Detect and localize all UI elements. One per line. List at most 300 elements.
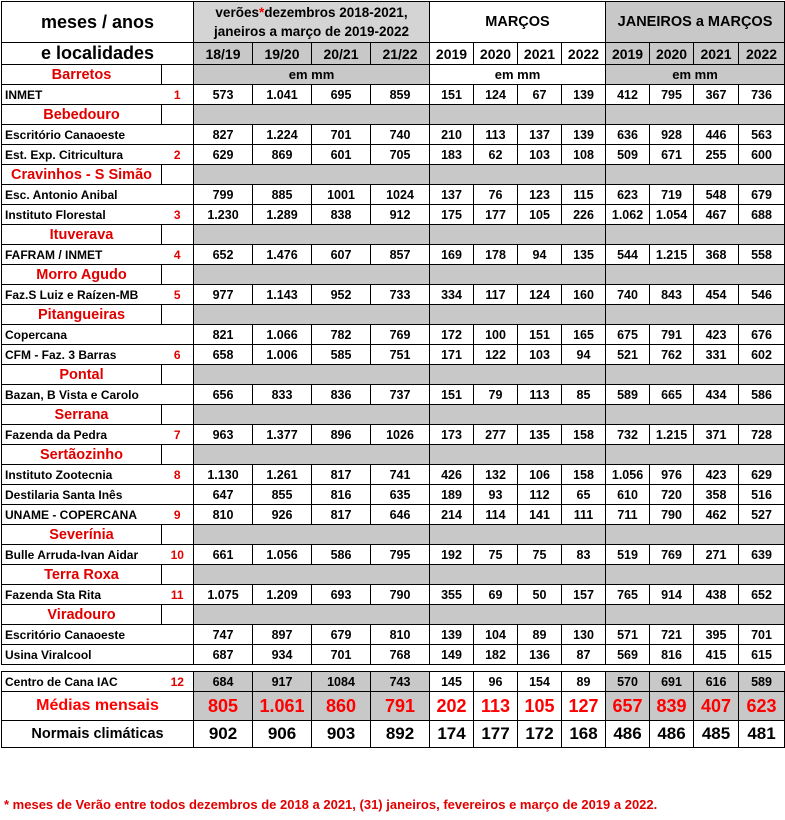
marcos-year-header: 2022 [562,43,606,65]
marcos-value: 175 [430,205,474,225]
header-title-line1: meses / anos [2,2,194,43]
jan-value: 615 [739,645,785,665]
summer-year-header: 18/19 [194,43,253,65]
city-row [2,65,785,85]
city-spacer [162,565,194,585]
gray-separator [430,165,606,185]
station-name: FAFRAM / INMET [2,245,162,265]
station-number: 10 [162,545,194,565]
marcos-value: 151 [430,385,474,405]
station-name: Bazan, B Vista e Carolo [2,385,162,405]
gray-separator [430,565,606,585]
jan-value: 600 [739,145,785,165]
medias-jan-value: 657 [606,692,650,721]
marcos-value: 158 [562,465,606,485]
station-number [162,125,194,145]
table-row [2,85,785,105]
gray-separator [606,365,785,385]
marcos-value: 137 [518,125,562,145]
gray-separator [430,225,606,245]
jan-value: 423 [694,465,739,485]
summer-value: 1.230 [194,205,253,225]
header-summer-title [194,2,430,43]
city-row [2,445,785,465]
station-number: 1 [162,85,194,105]
marcos-value: 113 [518,385,562,405]
marcos-value: 177 [474,205,518,225]
gray-separator [606,225,785,245]
city-spacer [162,265,194,285]
table-row [2,625,785,645]
summer-value: 1026 [371,425,430,445]
summer-value: 821 [194,325,253,345]
city-row [2,225,785,245]
city-row [2,525,785,545]
medias-marcos-value: 202 [430,692,474,721]
summer-value: 1.261 [253,465,312,485]
city-spacer [162,365,194,385]
gray-separator [430,105,606,125]
jan-value: 571 [606,625,650,645]
jan-value: 795 [650,85,694,105]
jan-value: 732 [606,425,650,445]
marcos-value: 136 [518,645,562,665]
summer-value: 1.476 [253,245,312,265]
station-number: 3 [162,205,194,225]
city-row [2,405,785,425]
station-name: Copercana [2,325,162,345]
summer-value: 687 [194,645,253,665]
spacer-row [2,665,785,672]
summer-value: 1.289 [253,205,312,225]
marcos-value: 114 [474,505,518,525]
gray-separator [194,525,430,545]
marcos-value: 151 [518,325,562,345]
marcos-value: 83 [562,545,606,565]
jan-value: 586 [739,385,785,405]
jan-value: 1.056 [606,465,650,485]
medias-jan-value: 623 [739,692,785,721]
summer-value: 646 [371,505,430,525]
station-name: Usina Viralcool [2,645,162,665]
marcos-value: 122 [474,345,518,365]
footnote-text: meses de Verão entre todos dezembros de 2018 a 2021, (31) janeiros, fevereiros e março de 2019 a 2022. [9,797,658,812]
gray-separator [194,305,430,325]
city-name: Barretos [2,65,162,85]
summer-value: 869 [253,145,312,165]
summer-value: 885 [253,185,312,205]
summer-value: 952 [312,285,371,305]
jan-value: 589 [739,672,785,692]
marcos-value: 111 [562,505,606,525]
summer-value: 817 [312,505,371,525]
gray-separator [606,405,785,425]
gray-separator [606,305,785,325]
jan-value: 446 [694,125,739,145]
jan-value: 1.215 [650,425,694,445]
marcos-value: 151 [430,85,474,105]
marcos-value: 93 [474,485,518,505]
marcos-value: 172 [430,325,474,345]
marcos-value: 165 [562,325,606,345]
marcos-value: 157 [562,585,606,605]
normais-jan-value: 481 [739,721,785,748]
summer-value: 586 [312,545,371,565]
city-row [2,365,785,385]
jan-value: 454 [694,285,739,305]
station-number: 7 [162,425,194,445]
jan-value: 791 [650,325,694,345]
summer-value: 684 [194,672,253,692]
marcos-value: 189 [430,485,474,505]
table-row [2,505,785,525]
normais-marcos-value: 174 [430,721,474,748]
gray-separator [430,525,606,545]
jan-value: 711 [606,505,650,525]
city-spacer [162,105,194,125]
footnote [4,797,657,812]
summer-value: 1.224 [253,125,312,145]
summer-value: 768 [371,645,430,665]
marcos-value: 62 [474,145,518,165]
station-name: Faz.S Luiz e Raízen-MB [2,285,162,305]
jan-value: 371 [694,425,739,445]
station-number: 4 [162,245,194,265]
city-spacer [162,525,194,545]
gray-separator [606,105,785,125]
jan-value: 629 [739,465,785,485]
jan-value: 665 [650,385,694,405]
jan-value: 255 [694,145,739,165]
marcos-value: 210 [430,125,474,145]
marcos-value: 183 [430,145,474,165]
station-name: Escritório Canaoeste [2,125,162,145]
summer-value: 769 [371,325,430,345]
summer-value: 1.143 [253,285,312,305]
table-row [2,485,785,505]
jan-value: 914 [650,585,694,605]
summer-value: 857 [371,245,430,265]
city-row [2,105,785,125]
jan-value: 728 [739,425,785,445]
summer-value: 695 [312,85,371,105]
marcos-value: 226 [562,205,606,225]
jan-value: 639 [739,545,785,565]
summer-value: 629 [194,145,253,165]
station-number: 6 [162,345,194,365]
marcos-value: 94 [562,345,606,365]
marcos-value: 104 [474,625,518,645]
marcos-value: 67 [518,85,562,105]
normais-summer-value: 903 [312,721,371,748]
summer-value: 585 [312,345,371,365]
city-name: Morro Agudo [2,265,162,285]
summer-value: 701 [312,125,371,145]
marcos-value: 87 [562,645,606,665]
summer-value: 1.377 [253,425,312,445]
summer-value: 817 [312,465,371,485]
jan-value: 395 [694,625,739,645]
city-name: Sertãozinho [2,445,162,465]
header-summer-dec: dezembros 2018-2021, [264,5,408,20]
station-name: Instituto Zootecnia [2,465,162,485]
table-row [2,425,785,445]
station-number: 9 [162,505,194,525]
marcos-value: 139 [562,85,606,105]
table-row [2,585,785,605]
jan-value: 438 [694,585,739,605]
marcos-value: 132 [474,465,518,485]
medias-summer-value: 860 [312,692,371,721]
city-spacer [162,65,194,85]
summer-value: 790 [371,585,430,605]
jan-value: 331 [694,345,739,365]
station-number: 2 [162,145,194,165]
jan-value: 516 [739,485,785,505]
jan-year-header: 2022 [739,43,785,65]
station-number [162,645,194,665]
summer-year-header: 20/21 [312,43,371,65]
summer-value: 855 [253,485,312,505]
jan-value: 843 [650,285,694,305]
marcos-value: 334 [430,285,474,305]
gray-separator [606,605,785,625]
marcos-value: 139 [562,125,606,145]
summer-value: 1084 [312,672,371,692]
summer-value: 1.056 [253,545,312,565]
jan-year-header: 2020 [650,43,694,65]
summer-value: 934 [253,645,312,665]
jan-value: 412 [606,85,650,105]
station-name: Esc. Antonio Anibal [2,185,162,205]
jan-value: 816 [650,645,694,665]
medias-summer-value: 1.061 [253,692,312,721]
gray-separator [194,165,430,185]
table-row [2,285,785,305]
jan-value: 569 [606,645,650,665]
marcos-value: 69 [474,585,518,605]
gray-separator [194,605,430,625]
gray-separator [430,305,606,325]
marcos-value: 105 [518,205,562,225]
marcos-value: 100 [474,325,518,345]
city-name: Cravinhos - S Simão [2,165,162,185]
city-spacer [162,405,194,425]
station-name: CFM - Faz. 3 Barras [2,345,162,365]
header-summer-verao: verões [215,5,259,20]
summer-value: 816 [312,485,371,505]
summer-value: 859 [371,85,430,105]
marcos-value: 79 [474,385,518,405]
station-name: Fazenda Sta Rita [2,585,162,605]
jan-value: 688 [739,205,785,225]
jan-value: 623 [606,185,650,205]
jan-value: 271 [694,545,739,565]
summer-value: 1.209 [253,585,312,605]
jan-value: 616 [694,672,739,692]
jan-value: 423 [694,325,739,345]
summer-value: 912 [371,205,430,225]
medias-summer-value: 805 [194,692,253,721]
city-name: Severínia [2,525,162,545]
jan-year-header: 2019 [606,43,650,65]
jan-value: 570 [606,672,650,692]
station-name: Destilaria Santa Inês [2,485,162,505]
jan-value: 544 [606,245,650,265]
header-summer-star: * [258,5,265,20]
city-row [2,265,785,285]
jan-value: 563 [739,125,785,145]
summer-value: 733 [371,285,430,305]
summer-value: 926 [253,505,312,525]
summer-value: 573 [194,85,253,105]
station-number [162,485,194,505]
table-row [2,345,785,365]
jan-value: 675 [606,325,650,345]
jan-value: 546 [739,285,785,305]
marcos-value: 182 [474,645,518,665]
summer-value: 1024 [371,185,430,205]
jan-value: 769 [650,545,694,565]
gray-separator [430,445,606,465]
jan-value: 636 [606,125,650,145]
summer-value: 1.041 [253,85,312,105]
city-name: Serrana [2,405,162,425]
marcos-value: 171 [430,345,474,365]
summer-value: 693 [312,585,371,605]
gray-separator [606,165,785,185]
header-marcos: MARÇOS [430,2,606,43]
summer-value: 658 [194,345,253,365]
jan-value: 719 [650,185,694,205]
table-body [2,65,785,748]
units-label: em mm [194,65,430,85]
station-number [162,325,194,345]
city-row [2,565,785,585]
jan-value: 721 [650,625,694,645]
gray-separator [194,565,430,585]
jan-value: 548 [694,185,739,205]
station-number [162,185,194,205]
normais-jan-value: 486 [650,721,694,748]
marcos-value: 65 [562,485,606,505]
marcos-value: 103 [518,345,562,365]
gray-separator [194,225,430,245]
marcos-value: 50 [518,585,562,605]
summer-value: 751 [371,345,430,365]
marcos-value: 85 [562,385,606,405]
station-name: Instituto Florestal [2,205,162,225]
city-name: Pontal [2,365,162,385]
marcos-value: 158 [562,425,606,445]
gray-separator [194,365,430,385]
summer-value: 897 [253,625,312,645]
station-name: Bulle Arruda-Ivan Aidar [2,545,162,565]
normais-summer-value: 902 [194,721,253,748]
city-name: Terra Roxa [2,565,162,585]
summer-value: 917 [253,672,312,692]
marcos-value: 178 [474,245,518,265]
marcos-value: 355 [430,585,474,605]
medias-label: Médias mensais [2,692,194,721]
gray-separator [430,365,606,385]
jan-value: 521 [606,345,650,365]
station-name: Centro de Cana IAC [2,672,162,692]
summer-value: 635 [371,485,430,505]
jan-year-header: 2021 [694,43,739,65]
marcos-value: 108 [562,145,606,165]
summer-value: 1.130 [194,465,253,485]
iac-row [2,672,785,692]
jan-value: 740 [606,285,650,305]
marcos-value: 277 [474,425,518,445]
summer-value: 836 [312,385,371,405]
summer-value: 705 [371,145,430,165]
gray-separator [606,445,785,465]
gray-separator [194,445,430,465]
summer-value: 833 [253,385,312,405]
station-name: INMET [2,85,162,105]
summer-value: 1.066 [253,325,312,345]
summer-value: 601 [312,145,371,165]
table-row [2,325,785,345]
marcos-year-header: 2020 [474,43,518,65]
marcos-value: 149 [430,645,474,665]
marcos-value: 106 [518,465,562,485]
gray-separator [430,405,606,425]
jan-value: 762 [650,345,694,365]
summer-value: 799 [194,185,253,205]
marcos-value: 123 [518,185,562,205]
medias-marcos-value: 113 [474,692,518,721]
jan-value: 558 [739,245,785,265]
rainfall-table [1,1,785,748]
station-number: 12 [162,672,194,692]
marcos-value: 192 [430,545,474,565]
city-spacer [162,445,194,465]
normais-jan-value: 486 [606,721,650,748]
normais-marcos-value: 172 [518,721,562,748]
jan-value: 509 [606,145,650,165]
jan-value: 519 [606,545,650,565]
gray-separator [430,265,606,285]
header-janeiros: JANEIROS a MARÇOS [606,2,785,43]
header-summer-line2: janeiros a março de 2019-2022 [213,24,410,39]
summer-value: 656 [194,385,253,405]
marcos-value: 130 [562,625,606,645]
gray-separator [606,265,785,285]
summer-value: 782 [312,325,371,345]
marcos-value: 89 [518,625,562,645]
summer-value: 701 [312,645,371,665]
marcos-value: 135 [562,245,606,265]
jan-value: 765 [606,585,650,605]
gray-separator [194,405,430,425]
city-name: Viradouro [2,605,162,625]
summer-value: 737 [371,385,430,405]
summer-value: 1001 [312,185,371,205]
jan-value: 367 [694,85,739,105]
jan-value: 720 [650,485,694,505]
summer-value: 795 [371,545,430,565]
table-row [2,645,785,665]
jan-value: 368 [694,245,739,265]
marcos-value: 113 [474,125,518,145]
summer-value: 740 [371,125,430,145]
marcos-value: 173 [430,425,474,445]
table-row [2,145,785,165]
gray-separator [194,265,430,285]
